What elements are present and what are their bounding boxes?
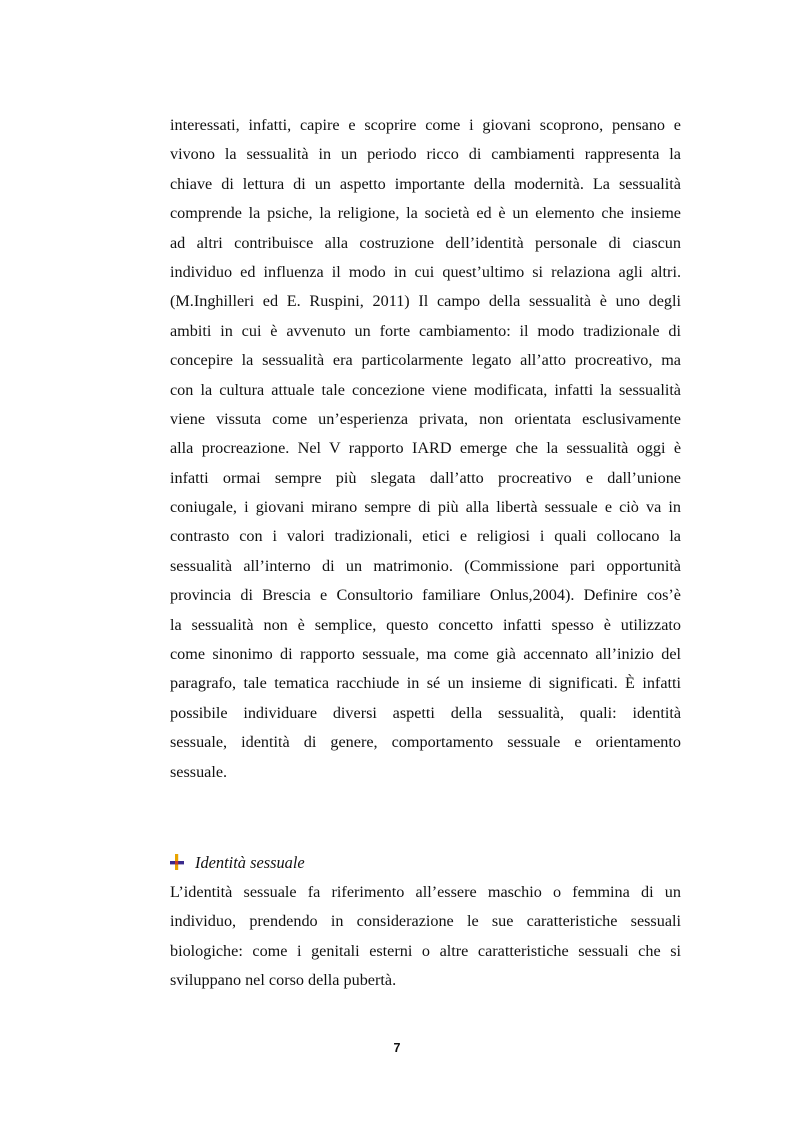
paragraph-line: coniugale, i giovani mirano sempre di più alla libertà sessuale e ciò va in <box>170 498 681 517</box>
section-heading-label: Identità sessuale <box>195 853 305 872</box>
paragraph-line: vivono la sessualità in un periodo ricco di cambiamenti rappresenta la <box>170 145 681 164</box>
section-heading <box>170 850 681 876</box>
paragraph-line: L’identità sessuale fa riferimento all’essere maschio o femmina di un <box>170 883 681 901</box>
paragraph-line: alla procreazione. Nel V rapporto IARD emerge che la sessualità oggi è <box>170 439 681 458</box>
paragraph-line: come sinonimo di rapporto sessuale, ma come già accennato all’inizio del <box>170 645 681 664</box>
paragraph-line: possibile individuare diversi aspetti della sessualità, quali: identità <box>170 703 681 722</box>
paragraph-line: la sessualità non è semplice, questo concetto infatti spesso è utilizzato <box>170 615 681 634</box>
paragraph-line: sessuale, identità di genere, comportamento sessuale e orientamento <box>170 733 681 752</box>
paragraph-line: comprende la psiche, la religione, la società ed è un elemento che insieme <box>170 204 681 223</box>
paragraph-line: contrasto con i valori tradizionali, etici e religiosi i quali collocano la <box>170 527 681 546</box>
paragraph-line: sessualità all’interno di un matrimonio. (Commissione pari opportunità <box>170 556 681 575</box>
paragraph-line: biologiche: come i genitali esterni o altre caratteristiche sessuali che si <box>170 941 681 960</box>
paragraph-line: interessati, infatti, capire e scoprire come i giovani scoprono, pensano e <box>170 116 681 134</box>
paragraph-line: sessuale. <box>170 762 228 781</box>
paragraph-line: sviluppano nel corso della pubertà. <box>170 971 397 990</box>
paragraph-line: (M.Inghilleri ed E. Ruspini, 2011) Il campo della sessualità è uno degli <box>170 292 681 311</box>
paragraph-line: ambiti in cui è avvenuto un forte cambiamento: il modo tradizionale di <box>170 321 681 340</box>
arrow-bullet-icon <box>170 854 184 870</box>
paragraph-line: con la cultura attuale tale concezione viene modificata, infatti la sessualità <box>170 380 681 399</box>
paragraph-line: viene vissuta come un’esperienza privata, non orientata esclusivamente <box>170 409 681 428</box>
paragraph-line: individuo, prendendo in considerazione le sue caratteristiche sessuali <box>170 912 681 931</box>
paragraph-line: provincia di Brescia e Consultorio familiare Onlus,2004). Definire cos’è <box>170 586 681 605</box>
page-number: 7 <box>393 1041 401 1055</box>
paragraph-line: concepire la sessualità era particolarmente legato all’atto procreativo, ma <box>170 351 681 370</box>
paragraph-line: ad altri contribuisce alla costruzione dell’identità personale di ciascun <box>170 233 681 252</box>
paragraph-line: individuo ed influenza il modo in cui quest’ultimo si relaziona agli altri. <box>170 262 681 281</box>
section-paragraph <box>170 878 681 996</box>
paragraph-line: paragrafo, tale tematica racchiude in sé un insieme di significati. È infatti <box>170 674 681 693</box>
paragraph-line: infatti ormai sempre più slegata dall’atto procreativo e dall’unione <box>170 468 681 487</box>
paragraph-line: chiave di lettura di un aspetto importante della modernità. La sessualità <box>170 174 681 193</box>
body-paragraph <box>170 111 681 787</box>
